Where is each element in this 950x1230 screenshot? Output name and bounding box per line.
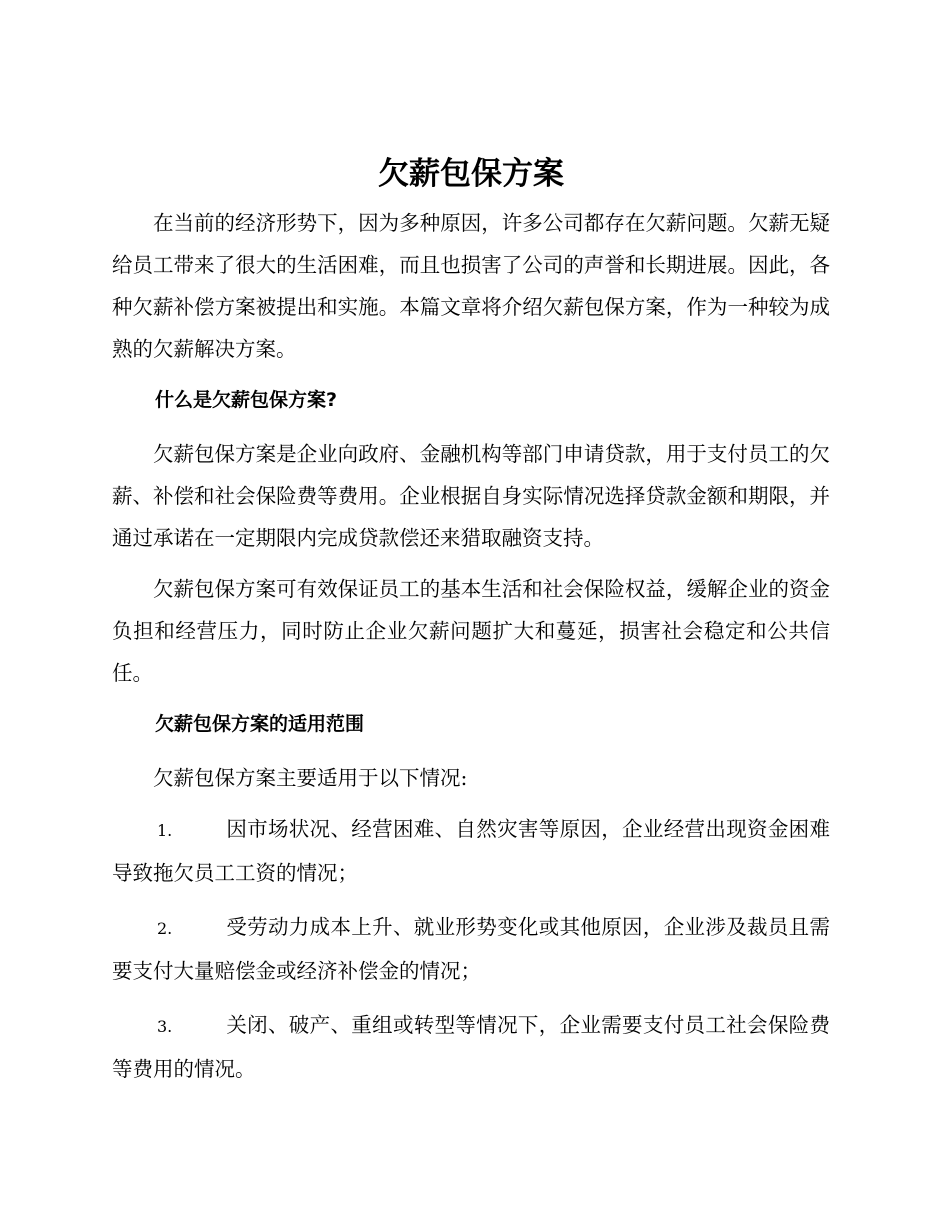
- list-item-number: 3.: [157, 1017, 173, 1036]
- list-item-number: 1.: [157, 821, 173, 840]
- section-heading-scope: 欠薪包保方案的适用范围: [155, 713, 365, 735]
- intro-paragraph: 在当前的经济形势下，因为多种原因，许多公司都存在欠薪问题。欠薪无疑给员工带来了很大的生活困难，而且也损害了公司的声誉和长期进展。因此，各种欠薪补偿方案被提出和实施。本篇文章将介绍欠薪包保方案，作为一种较为成熟的欠薪解决方案。: [112, 211, 830, 361]
- list-item: [112, 1004, 830, 1090]
- list-item-text: 因市场状况、经营困难、自然灾害等原因，企业经营出现资金困难导致拖欠员工工资的情况；: [112, 817, 830, 885]
- benefit-paragraph: 欠薪包保方案可有效保证员工的基本生活和社会保险权益，缓解企业的资金负担和经营压力，同时防止企业欠薪问题扩大和蔓延，损害社会稳定和公共信任。: [112, 577, 830, 685]
- scope-intro-paragraph: 欠薪包保方案主要适用于以下情况:: [153, 766, 468, 790]
- list-item-text: 关闭、破产、重组或转型等情况下，企业需要支付员工社会保险费等费用的情况。: [112, 1013, 830, 1081]
- document-page: [112, 148, 830, 1102]
- list-item-number: 2.: [157, 919, 173, 938]
- list-item-text: 受劳动力成本上升、就业形势变化或其他原因，企业涉及裁员且需要支付大量赔偿金或经济补偿金的情况；: [112, 915, 830, 983]
- definition-paragraph: 欠薪包保方案是企业向政府、金融机构等部门申请贷款，用于支付员工的欠薪、补偿和社会保险费等费用。企业根据自身实际情况选择贷款金额和期限，并通过承诺在一定期限内完成贷款偿还来猎取融资支持。: [112, 442, 830, 550]
- list-item: [112, 808, 830, 894]
- list-item: [112, 906, 830, 992]
- document-title: 欠薪包保方案: [378, 156, 564, 192]
- section-heading-what-is: 什么是欠薪包保方案?: [155, 389, 338, 411]
